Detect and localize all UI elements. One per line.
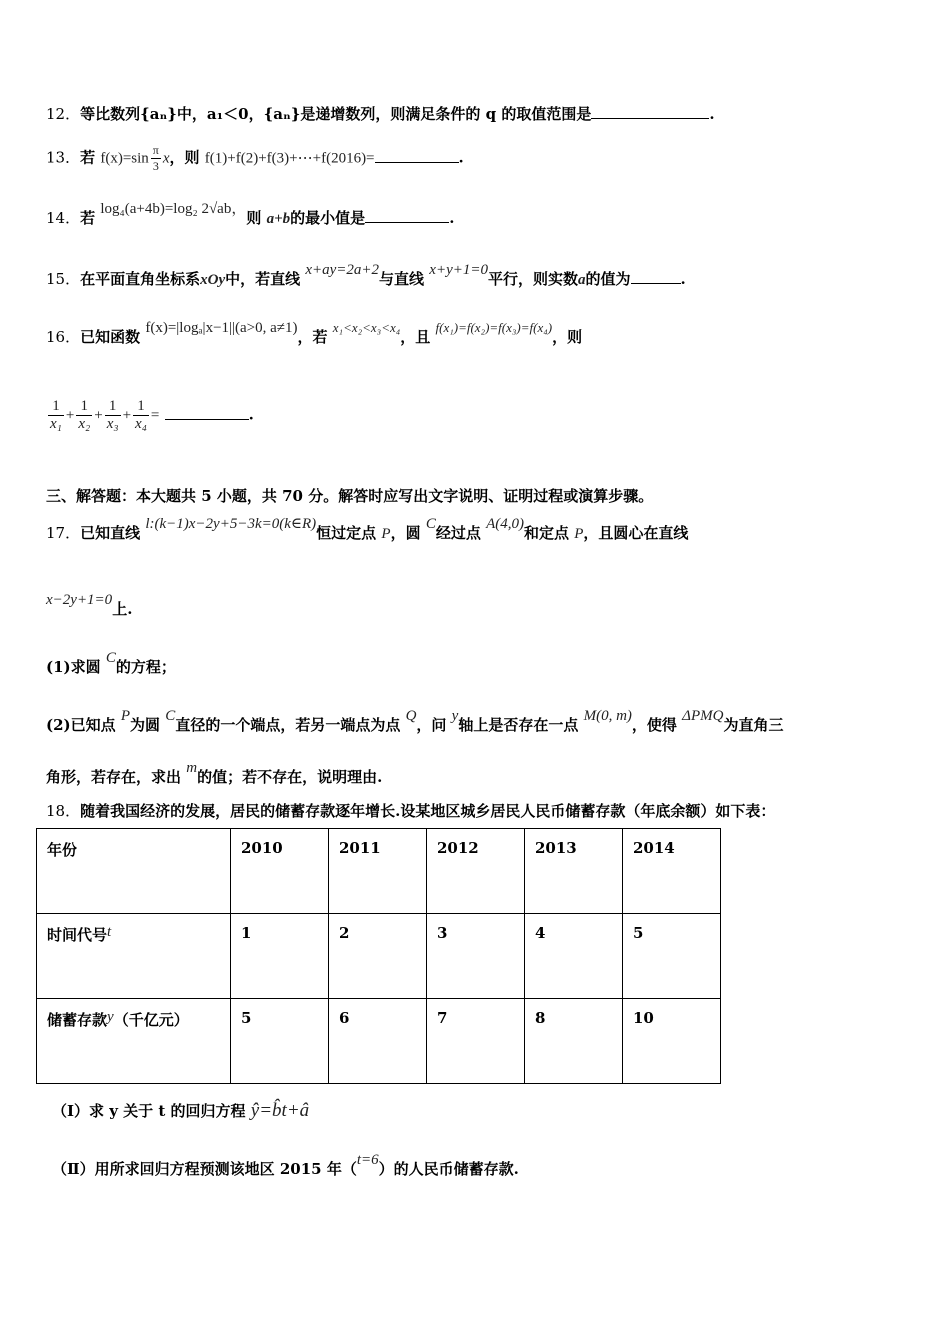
table-cell: 10 bbox=[623, 999, 721, 1084]
question-text: 等比数列{aₙ}中，a₁＜0，{aₙ}是递增数列，则满足条件的 q 的取值范围是 bbox=[80, 105, 592, 123]
formula-equality: f(x₁)=f(x₂)=f(x₃)=f(x₄) bbox=[435, 320, 553, 335]
savings-table bbox=[36, 828, 721, 1084]
point-A: A(4,0) bbox=[486, 516, 524, 532]
table-cell: 5 bbox=[623, 914, 721, 999]
formula-sum: f(1)+f(2)+f(3)+⋯+f(2016)= bbox=[204, 150, 375, 167]
answer-blank bbox=[591, 104, 709, 119]
table-row bbox=[37, 914, 721, 999]
table-cell: 1 bbox=[231, 914, 329, 999]
question-16-sum: $\frac{1}{\text{x₁}}$ + $\frac{1}{\text{x₂}}$ + $\frac{1}{\text{x₃}}$ + $\frac{1}{\text{x₄}}$ = . bbox=[50, 398, 254, 432]
triangle-PMQ: ΔPMQ bbox=[682, 708, 724, 724]
question-17-cont: x−2y+1=0上. bbox=[46, 592, 133, 618]
question-16: 16．已知函数 f(x)=|logₐ|x−1||(a>0, a≠1)，若 x₁<x₂<x₃<x₄，且 f(x₁)=f(x₂)=f(x₃)=f(x₄)，则 bbox=[46, 320, 583, 346]
formula-center-line: x−2y+1=0 bbox=[46, 592, 113, 608]
question-17: 17．已知直线 l:(k−1)x−2y+5−3k=0(k∈R)恒过定点 P，圆 C经过点 A(4,0)和定点 P，且圆心在直线 bbox=[46, 516, 689, 542]
question-14: 14．若 log₄(a+4b)=log₂ 2√ab，则 a+b的最小值是 . bbox=[46, 201, 455, 227]
question-number: 17． bbox=[46, 524, 81, 542]
answer-blank bbox=[165, 405, 249, 420]
question-number: 12． bbox=[46, 105, 81, 123]
formula-f: f(x)=sin bbox=[100, 150, 149, 167]
fraction-pi-over-3: $\frac{\pi}{3}$ bbox=[152, 143, 159, 173]
table-cell: 2013 bbox=[525, 829, 623, 914]
question-18-part-1: （Ⅰ）求 y 关于 t 的回归方程 ŷ=b̂t+â bbox=[52, 1100, 310, 1121]
table-cell: 8 bbox=[525, 999, 623, 1084]
table-cell: 2010 bbox=[231, 829, 329, 914]
formula-line-2: x+y+1=0 bbox=[429, 262, 488, 278]
question-12: 12．等比数列{aₙ}中，a₁＜0，{aₙ}是递增数列，则满足条件的 q 的取值范围是 . bbox=[46, 105, 715, 123]
question-number: 15． bbox=[46, 270, 81, 288]
question-15: 15．在平面直角坐标系xOy中，若直线 x+ay=2a+2与直线 x+y+1=0平行，则实数a的值为 . bbox=[46, 262, 686, 288]
question-18-part-2: （Ⅱ）用所求回归方程预测该地区 2015 年（t=6）的人民币储蓄存款. bbox=[52, 1152, 519, 1178]
formula-regression: ŷ=b̂t+â bbox=[250, 1100, 310, 1121]
question-number: 16． bbox=[46, 328, 81, 346]
row-header: 时间代号t bbox=[37, 914, 231, 999]
answer-blank bbox=[375, 148, 459, 163]
table-cell: 2011 bbox=[329, 829, 427, 914]
table-cell: 5 bbox=[231, 999, 329, 1084]
formula-function: f(x)=|logₐ|x−1||(a>0, a≠1) bbox=[145, 320, 298, 336]
answer-blank bbox=[631, 269, 681, 284]
formula-line-1: x+ay=2a+2 bbox=[305, 262, 380, 278]
answer-blank bbox=[365, 208, 449, 223]
fraction-1-over-x2: $\frac{1}{\text{x₂}}$ bbox=[78, 398, 91, 432]
fraction-1-over-x1: $\frac{1}{\text{x₁}}$ bbox=[50, 398, 62, 432]
section-heading: 三、解答题：本大题共 5 小题，共 70 分。解答时应写出文字说明、证明过程或演算步骤。 bbox=[46, 487, 654, 505]
table-cell: 7 bbox=[427, 999, 525, 1084]
point-M: M(0, m) bbox=[583, 708, 632, 724]
fraction-1-over-x3: $\frac{1}{\text{x₃}}$ bbox=[106, 398, 119, 432]
row-header: 年份 bbox=[37, 829, 231, 914]
fraction-1-over-x4: $\frac{1}{\text{x₄}}$ bbox=[135, 398, 147, 432]
question-17-part-2: (2)已知点 P为圆 C直径的一个端点，若另一端点为点 Q，问 y轴上是否存在一点 M(0, m)，使得 ΔPMQ为直角三 bbox=[46, 708, 784, 734]
question-18: 18．随着我国经济的发展，居民的储蓄存款逐年增长.设某地区城乡居民人民币储蓄存款（年底余额）如下表： bbox=[46, 802, 776, 820]
table-cell: 2012 bbox=[427, 829, 525, 914]
table-cell: 3 bbox=[427, 914, 525, 999]
table-row bbox=[37, 829, 721, 914]
table-cell: 2014 bbox=[623, 829, 721, 914]
question-17-part-2-cont: 角形，若存在，求出 m的值；若不存在，说明理由. bbox=[46, 760, 383, 786]
question-17-part-1: (1)求圆 C的方程； bbox=[46, 650, 176, 676]
question-number: 14． bbox=[46, 209, 81, 227]
question-number: 13． bbox=[46, 148, 81, 167]
formula-t: t=6 bbox=[356, 1152, 379, 1168]
question-13: 13．若 f(x)=sin $\frac{\pi}{3}$ x，则 f(1)+f(2)+f(3)+⋯+f(2016)= . bbox=[46, 143, 464, 173]
table-cell: 2 bbox=[329, 914, 427, 999]
table-cell: 4 bbox=[525, 914, 623, 999]
row-header: 储蓄存款y（千亿元） bbox=[37, 999, 231, 1084]
table-row bbox=[37, 999, 721, 1084]
formula-inequality: x₁<x₂<x₃<x₄ bbox=[332, 320, 401, 335]
table-cell: 6 bbox=[329, 999, 427, 1084]
formula-log: log₄(a+4b)=log₂ 2√ab， bbox=[100, 201, 247, 217]
formula-line-l: l:(k−1)x−2y+5−3k=0(k∈R) bbox=[145, 516, 317, 532]
question-number: 18． bbox=[46, 802, 81, 820]
